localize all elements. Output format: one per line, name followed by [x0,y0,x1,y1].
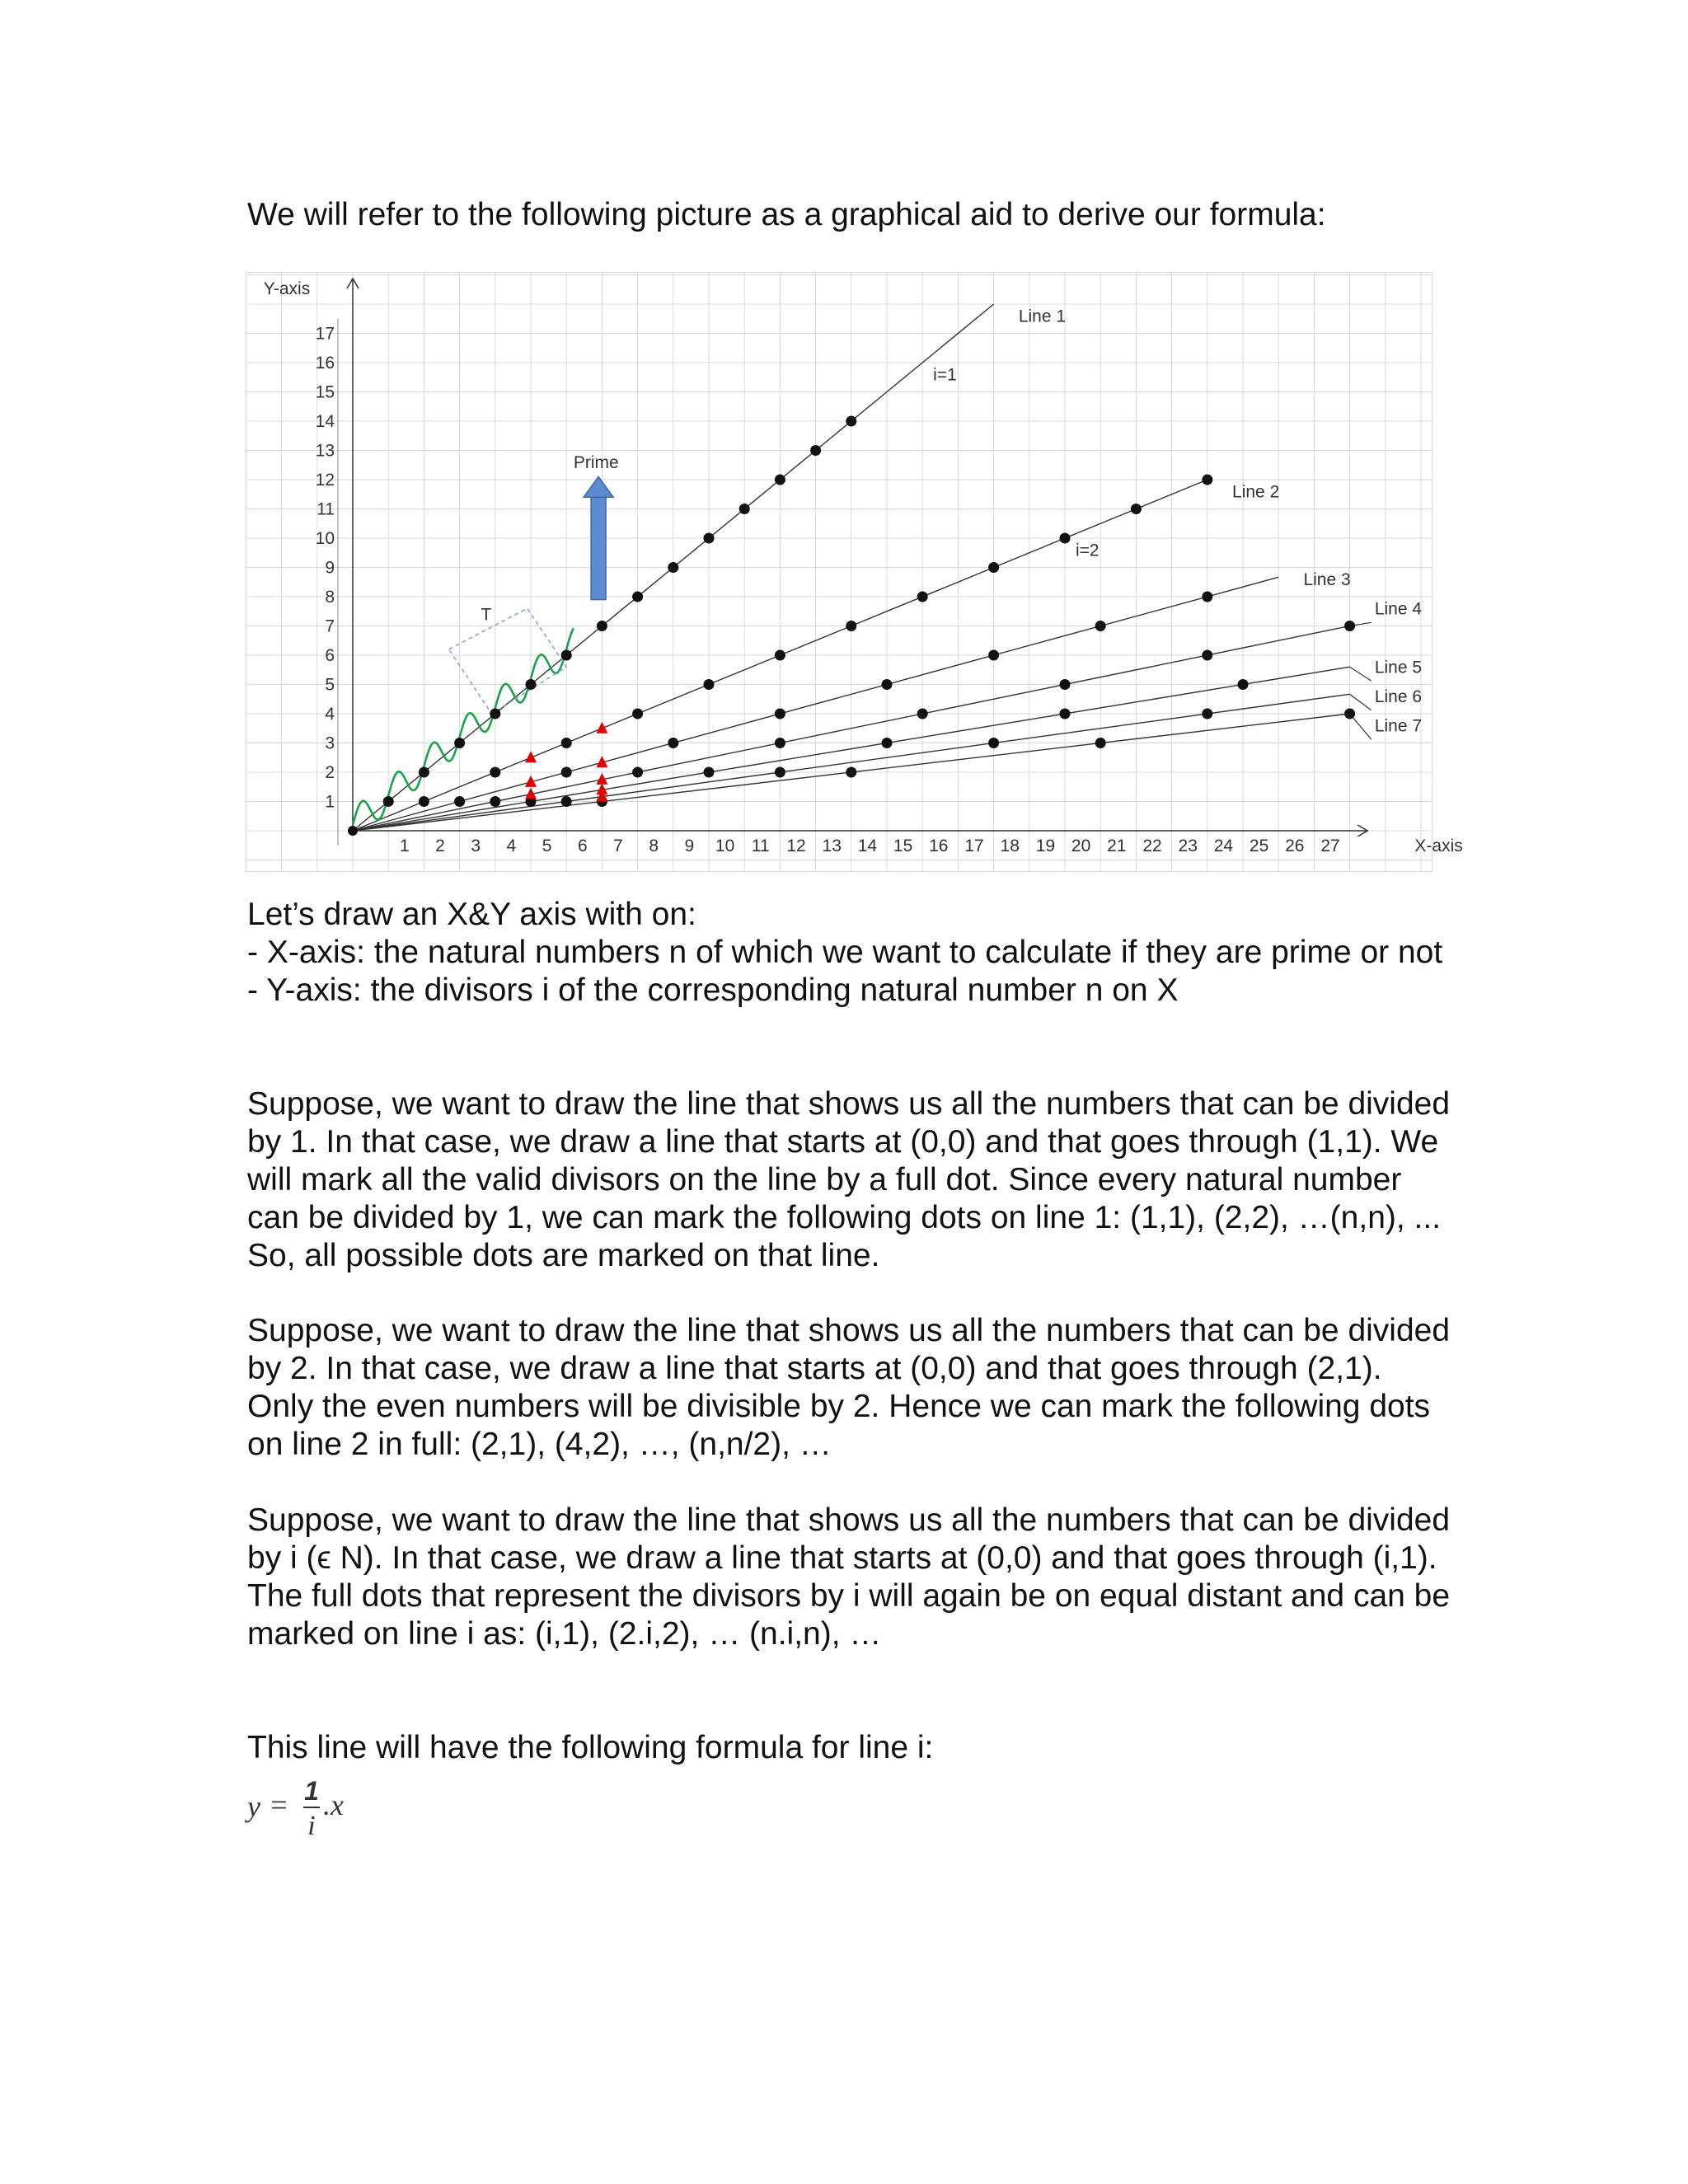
divisor-dot [1202,592,1212,602]
formula-intro-text: This line will have the following formula for line i: [247,1730,934,1765]
divisor-dot [561,650,572,661]
divisor-dot [917,709,928,719]
line1-text: Suppose, we want to draw the line that shows us all the numbers that can be divided by 1. In that case, we draw a line that starts at (0,0) and that goes through (1,1). We will mark all the valid divisors on the line by a full dot. Since every natural number can be divided by 1, we can mark the following dots on line 1: (1,1), (2,2), …(n,n), ... So, all possible dots are marked on that line. [247,1086,1451,1273]
y-tick-label: 13 [315,441,335,461]
x-tick-label: 4 [506,837,517,855]
formula-denominator: i [307,1811,316,1841]
dashed-box [449,608,567,714]
line2-paragraph [247,1312,1451,1464]
divisor-dot [1238,679,1249,690]
x-tick-label: 25 [1249,837,1269,855]
prime-wave-curve [353,628,574,825]
axis-intro: Let’s draw an X&Y axis with on: [247,897,696,932]
line-i-paragraph [247,1502,1451,1653]
non-divisor-triangle [525,751,537,762]
line-label: Line 7 [1374,716,1423,736]
divisor-dot [1060,679,1071,690]
intro-text: We will refer to the following picture as a graphical aid to derive our formula: [247,197,1326,232]
divisor-dot [1202,650,1212,661]
divisor-dot [988,562,999,573]
divisor-dot [1095,621,1106,631]
divisor-dot [632,709,643,719]
divisor-dot [1131,504,1142,514]
divisor-dot [419,767,429,778]
x-axis-label: X-axis [1414,837,1463,855]
annotation-label: T [481,605,492,625]
divisor-dot [846,416,856,427]
x-tick-label: 23 [1178,837,1198,855]
divisor-dot [383,796,394,807]
x-tick-label: 5 [542,837,552,855]
x-tick-label: 3 [471,837,481,855]
formula-rhs: .x [323,1788,344,1821]
divisor-dot [775,767,785,778]
divisor-dot [846,767,856,778]
y-tick-label: 9 [325,558,335,578]
divisor-dot [775,650,785,661]
y-tick-label: 4 [325,705,335,724]
chart-labels [481,307,1423,735]
x-tick-label: 14 [857,837,878,855]
x-tick-label: 21 [1107,837,1127,855]
divisor-dot [490,709,500,719]
annotation-label: i=2 [1075,541,1100,560]
divisor-dot [775,738,785,748]
line-label: Line 1 [1018,307,1067,326]
x-tick-label: 17 [964,837,984,855]
divisor-dot [632,592,643,602]
divisor-dot [526,679,537,690]
divisor-dot [882,738,893,748]
divisor-dot [632,767,643,778]
line-label: Line 5 [1374,658,1423,677]
x-tick-label: 18 [1000,837,1020,855]
y-tick-label: 14 [315,412,335,431]
x-tick-label: 11 [751,837,770,855]
divisor-dot [561,738,572,748]
x-tick-label: 2 [435,837,445,855]
x-tick-label: 12 [786,837,806,855]
x-tick-label: 26 [1285,837,1305,855]
x-tick-label: 8 [649,837,659,855]
line-label: Line 4 [1374,599,1423,619]
line-i-dots-text: The full dots that represent the divisors by i will again be on equal distant and can be marked on line i as: (i,1), (2.i,2), … (n.i,n), … [247,1578,1451,1652]
y-tick-label: 16 [315,354,335,373]
chart-grid [246,272,1432,872]
x-tick-label: 24 [1213,837,1234,855]
divisor-dot [1060,709,1071,719]
axis-description [247,896,1451,1010]
divisor-dot [739,504,750,514]
divisor-dot [1344,621,1355,631]
divisor-dot [882,679,893,690]
divisor-dot [1344,709,1355,719]
divisor-dot [454,796,465,807]
divisor-dot [490,767,500,778]
x-tick-label: 13 [822,837,842,855]
x-tick-label: 7 [613,837,623,855]
y-tick-label: 17 [315,324,335,344]
line2-text: Suppose, we want to draw the line that shows us all the numbers that can be divided by 2. In that case, we draw a line that starts at (0,0) and that goes through (2,1). Only the even numbers will be divisible by 2. Hence we can mark the following dots on line 2 in full: (2,1), (4,2), …, (n,n/2), … [247,1313,1451,1462]
line1-paragraph [247,1085,1451,1275]
x-tick-label: 27 [1320,837,1340,855]
divisor-dot [704,767,715,778]
divisor-dot [704,533,715,544]
formula-equals: = [269,1788,289,1821]
x-tick-label: 19 [1035,837,1056,855]
x-tick-label: 16 [929,837,949,855]
divisor-dot [917,592,928,602]
divisor-dot [775,709,785,719]
y-tick-label: 12 [315,471,335,490]
divisor-dot [775,475,785,485]
annotation-label: i=1 [933,365,957,385]
divisor-dot [490,796,500,807]
divisor-dot [988,650,999,661]
line-label: Line 6 [1374,687,1423,706]
divisor-dot [1202,709,1212,719]
y-tick-label: 5 [325,675,335,695]
y-tick-label: 15 [315,382,335,402]
x-tick-label: 10 [715,837,735,855]
divisor-dot [668,562,678,573]
divisor-dot [846,621,856,631]
formula-numerator: 1 [304,1776,319,1806]
divisor-dot [988,738,999,748]
axis-y-description: - Y-axis: the divisors i of the corresponding natural number n on X [247,972,1179,1008]
divisor-dot [454,738,465,748]
divisor-dot [419,796,429,807]
line-label: Line 3 [1303,569,1351,589]
y-tick-label: 10 [315,529,335,548]
y-tick-label: 7 [325,616,335,636]
y-tick-label: 1 [325,792,335,812]
divisor-dot [597,621,607,631]
chart-axes [338,279,1367,846]
y-axis-label: Y-axis [263,279,311,298]
x-tick-label: 6 [577,837,588,855]
x-tick-label: 22 [1142,837,1162,855]
origin-dot [348,826,358,836]
series-line-extension-5 [1350,667,1372,681]
x-tick-label: 9 [684,837,695,855]
divisor-dot [704,679,715,690]
y-tick-label: 3 [325,733,335,753]
prime-arrow-shaft [591,497,606,599]
x-tick-label: 15 [893,837,913,855]
line-label: Line 2 [1232,482,1280,502]
x-tick-label: 20 [1071,837,1091,855]
series-line-extension-6 [1350,694,1372,710]
formula-lhs: y [247,1790,260,1823]
divisor-dot [561,796,572,807]
divisor-dot [810,445,821,456]
y-tick-label: 11 [316,499,335,519]
chart-decorations [353,476,613,824]
axis-x-description: - X-axis: the natural numbers n of which we want to calculate if they are prime or not [247,935,1443,970]
divisor-dot [561,767,572,778]
formula-intro [247,1729,1451,1767]
line-i-text: Suppose, we want to draw the line that shows us all the numbers that can be divided by i (ϵ N). In that case, we draw a line that starts at (0,0) and that goes through (i,1). [247,1502,1451,1576]
non-divisor-triangle [596,722,607,733]
y-tick-label: 2 [325,763,335,782]
y-tick-label: 8 [325,588,335,607]
divisor-dot [668,738,678,748]
annotation-label: Prime [573,452,619,472]
divisor-dot [1095,738,1106,748]
divisor-lines-chart [246,272,1463,872]
divisor-dot [1202,475,1212,485]
y-tick-label: 6 [325,646,335,665]
divisor-dot [1060,533,1071,544]
x-tick-label: 1 [399,837,410,855]
